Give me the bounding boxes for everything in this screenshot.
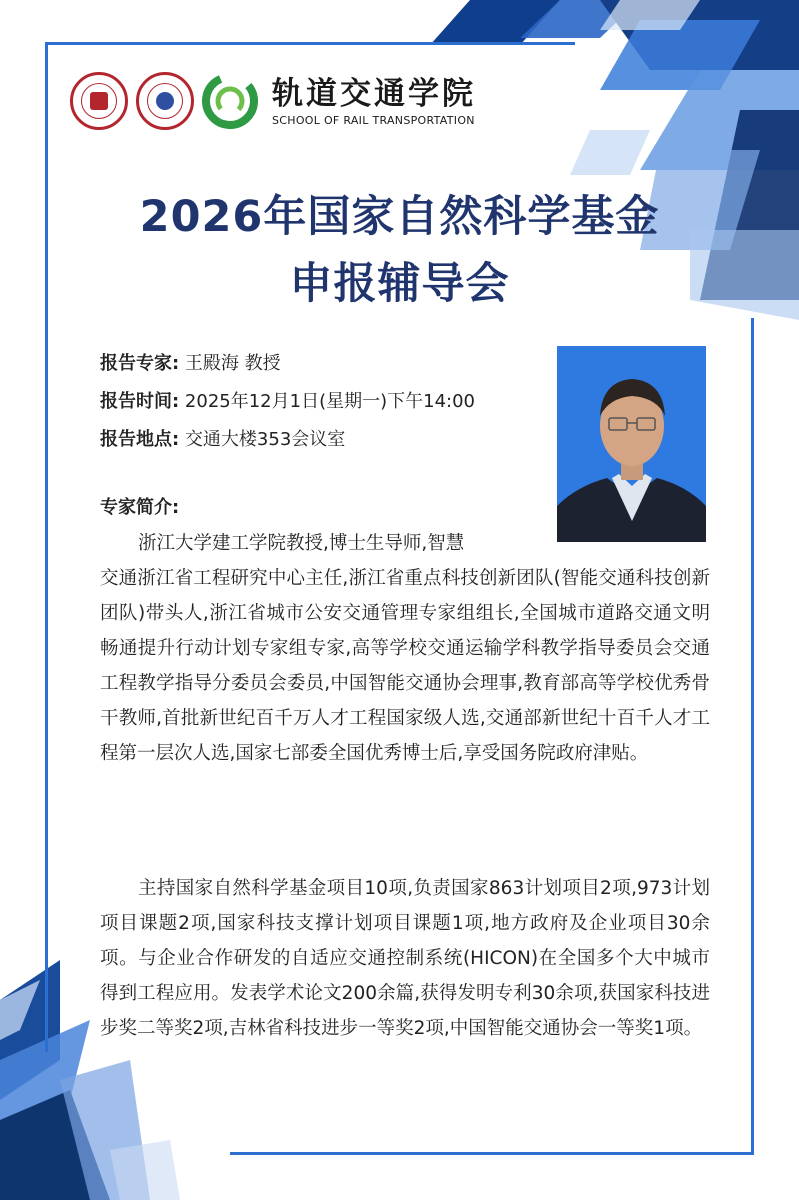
header-logos [70, 70, 476, 132]
place-row [100, 428, 345, 452]
bio-paragraph-1: 交通浙江省工程研究中心主任,浙江省重点科技创新团队(智能交通科技创新团队)带头人,浙江省城市公安交通管理专家组组长,全国城市道路交通文明畅通提升行动计划专家组专家,高等学校交通运输学科教学指导委员会交通工程教学指导分委员会委员,中国智能交通协会理事,教育部高等学校优秀骨干教师,首批新世纪百千万人才工程国家级人选,交通部新世纪十百千人才工程第一层次人选,国家七部委全国优秀博士后,享受国务院政府津贴。 [100, 568, 710, 764]
place-label: 报告地点: [100, 429, 180, 450]
university-seal-icon [70, 72, 128, 130]
school-ring-logo-icon [202, 73, 258, 129]
school-brand [272, 76, 476, 127]
speaker-row [100, 352, 281, 376]
speaker-value: 王殿海 教授 [179, 353, 281, 374]
bio-paragraph-2: 主持国家自然科学基金项目10项,负责国家863计划项目2项,973计划项目课题2项,国家科技支撑计划项目课题1项,地方政府及企业项目30余项。与企业合作研发的自适应交通控制系统(HICON)在全国多个大中城市得到工程应用。发表学术论文200余篇,获得发明专利30余项,获国家科技进步奖二等奖2项,吉林省科技进步一等奖2项,中国智能交通协会一等奖1项。 [100, 878, 710, 1039]
university-seal-icon [136, 72, 194, 130]
bio-heading: 专家简介: [100, 497, 180, 518]
poster-title-line1: 2026年国家自然科学基金 [139, 192, 660, 242]
frame-line-bottom [230, 1152, 754, 1155]
speaker-label: 报告专家: [100, 353, 180, 374]
speaker-photo [557, 346, 706, 542]
bio-paragraph-1-start: 浙江大学建工学院教授,博士生导师,智慧 [138, 533, 465, 554]
frame-line-right [751, 318, 754, 1154]
time-value: 2025年12月1日(星期一)下午14:00 [179, 391, 476, 412]
school-name-en: SCHOOL OF RAIL TRANSPORTATION [272, 113, 475, 127]
time-row [100, 390, 475, 414]
poster-title-line2: 申报辅导会 [289, 259, 510, 309]
time-label: 报告时间: [100, 391, 180, 412]
frame-line-top [45, 42, 575, 45]
place-value: 交通大楼353会议室 [179, 429, 346, 450]
school-name-cn: 轨道交通学院 [272, 75, 476, 112]
